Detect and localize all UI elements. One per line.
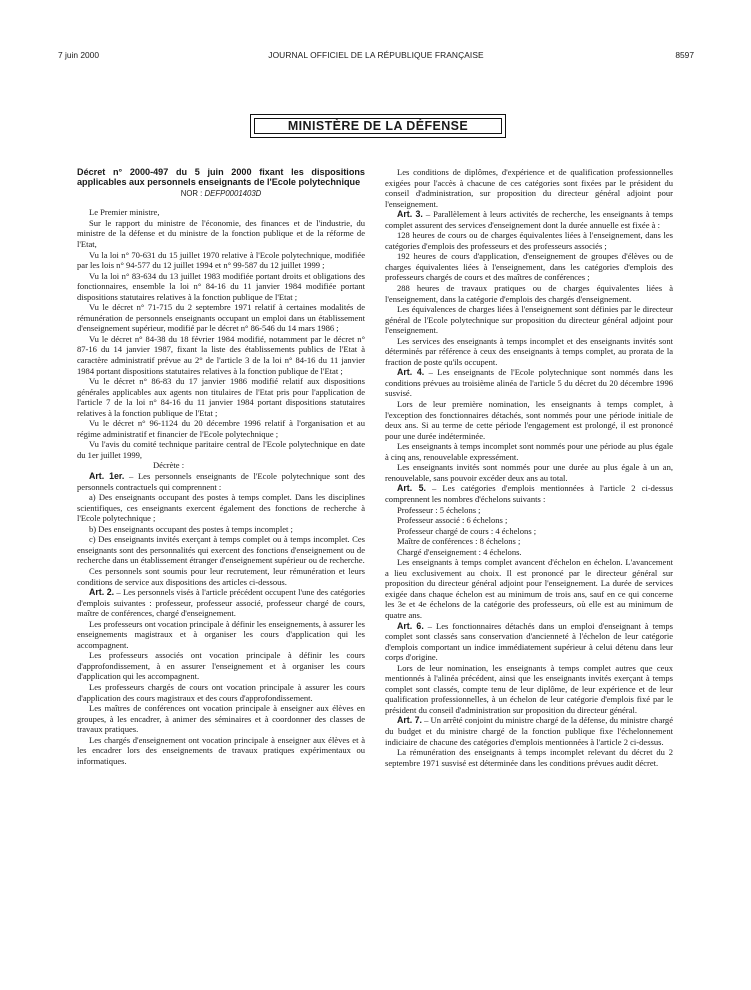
- article-text: – Les fonctionnaires détachés dans un emploi d'enseignant à temps complet sont classés sans conservation d'ancienneté à l'échelon de leur catégorie d'emplois comportant un indice immédiatement supérieur à celui détenu dans leur corps d'origine.: [385, 620, 673, 663]
- decrete-line: Décrète :: [153, 460, 185, 471]
- article-label: Art. 6.: [397, 620, 424, 631]
- article-label: Art. 7.: [397, 715, 422, 726]
- article-4: [385, 367, 673, 399]
- paragraph: b) Des enseignants occupant des postes à temps incomplet ;: [89, 523, 293, 534]
- header-date: 7 juin 2000: [58, 50, 99, 60]
- article-label: Art. 3.: [397, 209, 423, 220]
- echelon-item: Maître de conférences : 8 échelons ;: [397, 536, 521, 547]
- paragraph: Les conditions de diplômes, d'expérience et de qualification professionnelles exigées pour l'accès à chacune de ces catégories sont fixées par le président du conseil d'administration, sur proposition du directeur général adjoint pour l'enseignement.: [385, 167, 673, 209]
- ministry-box: [250, 114, 506, 138]
- decree-title: Décret n° 2000-497 du 5 juin 2000 fixant les dispositions applicables aux personnels enseignants de l'Ecole polytechnique: [77, 167, 365, 188]
- paragraph: 128 heures de cours ou de charges équivalentes liées à l'enseignement, dans les catégories d'emplois des professeurs et des professeurs associés ;: [385, 230, 673, 251]
- paragraph: 288 heures de travaux pratiques ou de charges équivalentes liées à l'enseignement, dans la catégorie d'emplois des chargés d'enseignement.: [385, 283, 673, 304]
- paragraph: Les enseignants à temps incomplet sont nommés pour une période au plus égale à cinq ans, renouvelable expressément.: [385, 441, 673, 462]
- article-text: – Les enseignants de l'Ecole polytechnique sont nommés dans les conditions prévues au troisième alinéa de l'article 5 du décret du 20 décembre 1996 susvisé.: [385, 367, 673, 399]
- paragraph: Vu le décret n° 96-1124 du 20 décembre 1996 relatif à l'organisation et au régime administratif et financier de l'Ecole polytechnique ;: [77, 418, 365, 439]
- article-1: [77, 471, 365, 492]
- paragraph: a) Des enseignants occupant des postes à temps complet. Dans les disciplines scientifiques, ces enseignants exercent également des fonctions de recherche à l'Ecole polytechnique ;: [77, 492, 365, 524]
- article-label: Art. 1er.: [89, 471, 125, 482]
- page-header: [58, 50, 694, 62]
- paragraph: Les professeurs ont vocation principale à définir les enseignements, à assurer les enseignements magistraux et à organiser les cours d'application qui les accompagnent.: [77, 618, 365, 650]
- article-label: Art. 4.: [397, 367, 425, 378]
- echelon-item: Professeur associé : 6 échelons ;: [397, 515, 508, 526]
- article-label: Art. 2.: [89, 587, 115, 598]
- header-page-number: 8597: [675, 50, 694, 60]
- paragraph: Le Premier ministre,: [89, 207, 160, 218]
- paragraph: Lors de leur première nomination, les enseignants à temps complet, à l'exception des fonctionnaires détachés, sont nommés pour une période initiale de deux ans. Si au terme de cette période l'engagement est prolongé, il est prononcé pour une durée indéterminée.: [385, 399, 673, 441]
- paragraph: Vu le décret n° 86-83 du 17 janvier 1986 modifié relatif aux dispositions générales applicables aux agents non titulaires de l'Etat pris pour l'application de l'article 7 de la loi n° 84-16 du 11 janvier 1984 portant dispositions statutaires relatives à la fonction publique de l'Etat ;: [77, 376, 365, 418]
- nor-reference: [77, 189, 365, 200]
- ministry-title: MINISTÈRE DE LA DÉFENSE: [254, 118, 502, 134]
- paragraph: Lors de leur nomination, les enseignants à temps complet autres que ceux mentionnés à l'alinéa précédent, ainsi que les enseignants invités exerçant à temps complet sont classés, compte tenu de leur diplôme, de leur expérience et de leur qualification professionnelles, à un échelon de leur catégorie d'emplois fixé par le président du conseil d'administration sur proposition du directeur général.: [385, 662, 673, 715]
- article-text: – Les personnels visés à l'article précédent occupent l'une des catégories d'emplois suivantes : professeur, professeur associé, professeur chargé de cours, maître de conférences, chargé d'enseignement.: [77, 587, 365, 619]
- article-6: [385, 621, 673, 663]
- article-5: [385, 483, 673, 504]
- article-text: – Parallèlement à leurs activités de recherche, les enseignants à temps complet assurent des services d'enseignement dont la durée annuelle est fixée à :: [385, 209, 674, 230]
- paragraph: Ces personnels sont soumis pour leur recrutement, leur rémunération et leurs conditions de service aux dispositions des articles ci-dessous.: [77, 565, 365, 587]
- article-label: Art. 5.: [397, 483, 426, 494]
- article-text: – Les catégories d'emplois mentionnées à l'article 2 ci-dessus comprennent les nombres d'échelons suivants :: [385, 483, 673, 504]
- paragraph: La rémunération des enseignants à temps incomplet relevant du décret du 2 septembre 1971 susvisé est déterminée dans les conditions prévues audit décret.: [385, 747, 673, 768]
- paragraph: Les équivalences de charges liées à l'enseignement sont définies par le directeur général de l'Ecole polytechnique sur proposition du directeur général adjoint pour l'enseignement.: [385, 304, 673, 336]
- left-column: [77, 167, 365, 766]
- paragraph: Les enseignants à temps complet avancent d'échelon en échelon. L'avancement a lieu exclusivement au choix. Il est prononcé par le directeur général sur proposition du directeur général adjoint pour l'enseignement. La durée de services exigée dans chaque échelon est au minimum de trois ans, sauf en ce qui concerne les 3e et 4e échelons de la catégorie des professeurs, où elle est au minimum de quatre ans.: [385, 557, 673, 620]
- article-2: [77, 587, 365, 619]
- nor-code: DEFP0001403D: [204, 188, 262, 198]
- header-journal-title: JOURNAL OFFICIEL DE LA RÉPUBLIQUE FRANÇAISE: [268, 50, 484, 60]
- paragraph: Les chargés d'enseignement ont vocation principale à enseigner aux élèves et à les encadrer lors des enseignements de travaux pratiques expérimentaux ou informatiques.: [77, 734, 365, 766]
- paragraph: Vu le décret n° 84-38 du 18 février 1984 modifié, notamment par le décret n° 87-16 du 14 janvier 1987, fixant la liste des établissements publics de l'Etat à caractère administratif prévue au 2° de l'article 3 de la loi n° 84-16 du 11 janvier 1984 portant dispositions statutaires relatives à la fonction publique de l'Etat ;: [77, 333, 365, 376]
- paragraph: Les services des enseignants à temps incomplet et des enseignants invités sont déterminés par référence à ceux des enseignants à temps complet, au prorata de la fraction de poste qu'ils occupent.: [385, 335, 673, 367]
- paragraph: Vu l'avis du comité technique paritaire central de l'Ecole polytechnique en date du 1er juillet 1999,: [77, 439, 365, 460]
- right-column: [385, 167, 673, 768]
- paragraph: c) Des enseignants invités exerçant à temps complet ou à temps incomplet. Ces enseignants sont des personnalités qui exercent des fonctions d'enseignement ou de recherche dans un établissement étranger d'enseignement supérieur ou de recherche.: [77, 534, 365, 566]
- echelon-item: Professeur : 5 échelons ;: [397, 504, 481, 515]
- paragraph: Vu la loi n° 70-631 du 15 juillet 1970 relative à l'Ecole polytechnique, modifiée par les lois n° 94-577 du 12 juillet 1994 et n° 99-587 du 12 juillet 1999 ;: [77, 249, 365, 271]
- paragraph: Vu le décret n° 71-715 du 2 septembre 1971 relatif à certaines modalités de rémunération de personnels enseignants occupant un emploi dans un établissement d'enseignement supérieur, modifié par le décret n° 86-546 du 14 mars 1986 ;: [77, 302, 365, 334]
- paragraph: Sur le rapport du ministre de l'économie, des finances et de l'industrie, du ministre de la défense et du ministre de la fonction publique et de la réforme de l'Etat,: [77, 217, 365, 249]
- nor-label: NOR :: [180, 188, 203, 198]
- paragraph: Les enseignants invités sont nommés pour une durée au plus égale à un an, renouvelable, sans pouvoir excéder deux ans au total.: [385, 462, 673, 483]
- echelon-item: Chargé d'enseignement : 4 échelons.: [397, 546, 522, 557]
- paragraph: Vu la loi n° 83-634 du 13 juillet 1983 modifiée portant droits et obligations des fonctionnaires, ensemble la loi n° 84-16 du 11 janvier 1984 modifiée portant dispositions statutaires relatives à la fonction publique de l'Etat ;: [77, 270, 365, 302]
- article-text: – Un arrêté conjoint du ministre chargé de la défense, du ministre chargé du budget et du ministre chargé de la fonction publique fixe l'échelonnement indiciaire de chacune des catégories d'emplois mentionnées à l'article 2 ci-dessus.: [385, 715, 673, 747]
- paragraph: Les professeurs associés ont vocation principale à définir les cours d'approfondissement, à en assurer l'enseignement et à organiser les cours d'application qui les accompagnent.: [77, 650, 365, 682]
- article-text: – Les personnels enseignants de l'Ecole polytechnique sont des personnels contractuels qui comprennent :: [77, 471, 365, 492]
- paragraph: Les maîtres de conférences ont vocation principale à enseigner aux élèves en groupes, à les encadrer, à animer des séminaires et à coordonner des classes de travaux pratiques.: [77, 703, 365, 735]
- article-7: [385, 715, 673, 747]
- echelon-item: Professeur chargé de cours : 4 échelons ;: [397, 525, 537, 536]
- article-3: [385, 209, 673, 230]
- paragraph: 192 heures de cours d'application, d'enseignement de groupes d'élèves ou de charges équivalentes liées à l'enseignement, dans les catégories d'emplois des professeurs chargés de cours et des maîtres de conférences ;: [385, 251, 673, 283]
- paragraph: Les professeurs chargés de cours ont vocation principale à assurer les cours d'application des cours magistraux et des cours d'approfondissement.: [77, 681, 365, 703]
